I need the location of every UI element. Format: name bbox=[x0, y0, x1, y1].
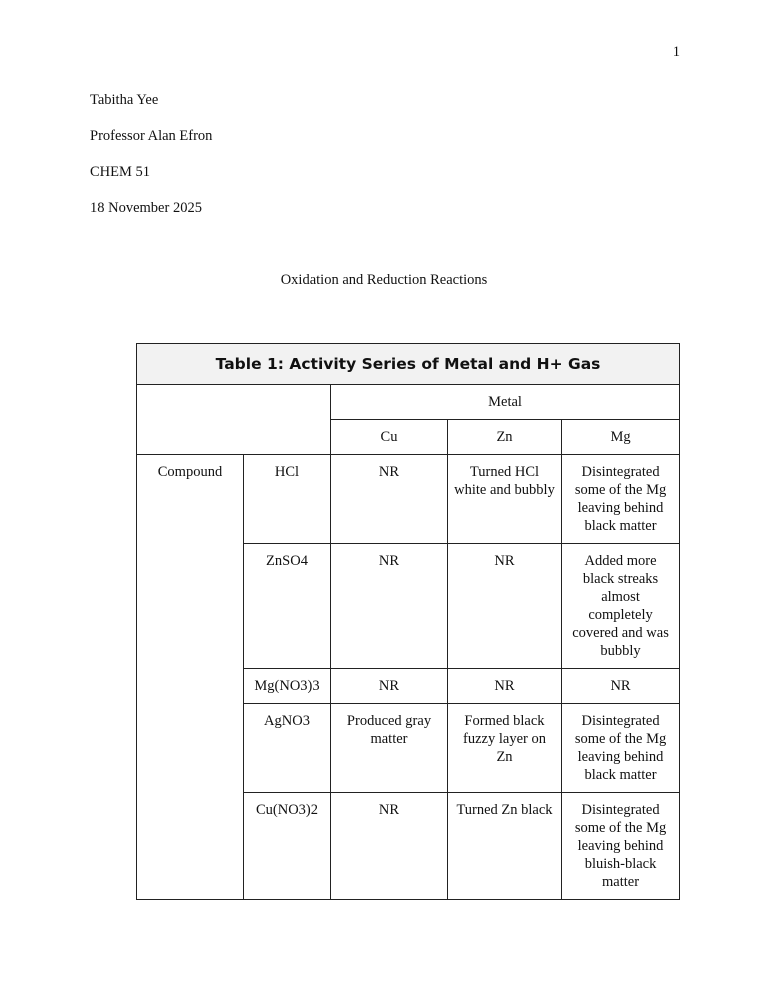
professor-name: Professor Alan Efron bbox=[90, 128, 213, 144]
author-name: Tabitha Yee bbox=[90, 92, 159, 108]
zn-result-cell: NR bbox=[448, 544, 562, 669]
mg-result-cell: Disintegrated some of the Mg leaving behind bluish-black matter bbox=[562, 793, 680, 900]
compound-cell: AgNO3 bbox=[244, 704, 331, 793]
zn-result-cell: Turned HCl white and bubbly bbox=[448, 455, 562, 544]
document-title: Oxidation and Reduction Reactions bbox=[280, 272, 488, 288]
cu-result-cell: Produced gray matter bbox=[331, 704, 448, 793]
compound-cell: ZnSO4 bbox=[244, 544, 331, 669]
cu-result-cell: NR bbox=[331, 669, 448, 704]
compound-cell: Cu(NO3)2 bbox=[244, 793, 331, 900]
zn-result-cell: NR bbox=[448, 669, 562, 704]
metal-header-zn: Zn bbox=[448, 420, 562, 455]
cu-result-cell: NR bbox=[331, 455, 448, 544]
course-name: CHEM 51 bbox=[90, 164, 151, 180]
table-caption-row bbox=[137, 344, 680, 385]
metal-header-mg: Mg bbox=[562, 420, 680, 455]
page-number: 1 bbox=[672, 44, 680, 60]
compound-cell: HCl bbox=[244, 455, 331, 544]
zn-result-cell: Turned Zn black bbox=[448, 793, 562, 900]
compound-group-label: Compound bbox=[137, 455, 244, 900]
mg-result-cell: Added more black streaks almost completely covered and was bubbly bbox=[562, 544, 680, 669]
table-row bbox=[137, 455, 680, 544]
activity-series-table bbox=[136, 343, 680, 900]
table-caption: Table 1: Activity Series of Metal and H+ Gas bbox=[137, 344, 680, 385]
document-date: 18 November 2025 bbox=[90, 200, 202, 216]
metal-header-cu: Cu bbox=[331, 420, 448, 455]
mg-result-cell: NR bbox=[562, 669, 680, 704]
cu-result-cell: NR bbox=[331, 793, 448, 900]
metal-group-header: Metal bbox=[331, 385, 680, 420]
zn-result-cell: Formed black fuzzy layer on Zn bbox=[448, 704, 562, 793]
metal-group-row bbox=[137, 385, 680, 420]
compound-cell: Mg(NO3)3 bbox=[244, 669, 331, 704]
mg-result-cell: Disintegrated some of the Mg leaving behind black matter bbox=[562, 704, 680, 793]
mg-result-cell: Disintegrated some of the Mg leaving behind black matter bbox=[562, 455, 680, 544]
cu-result-cell: NR bbox=[331, 544, 448, 669]
corner-cell bbox=[137, 385, 331, 455]
